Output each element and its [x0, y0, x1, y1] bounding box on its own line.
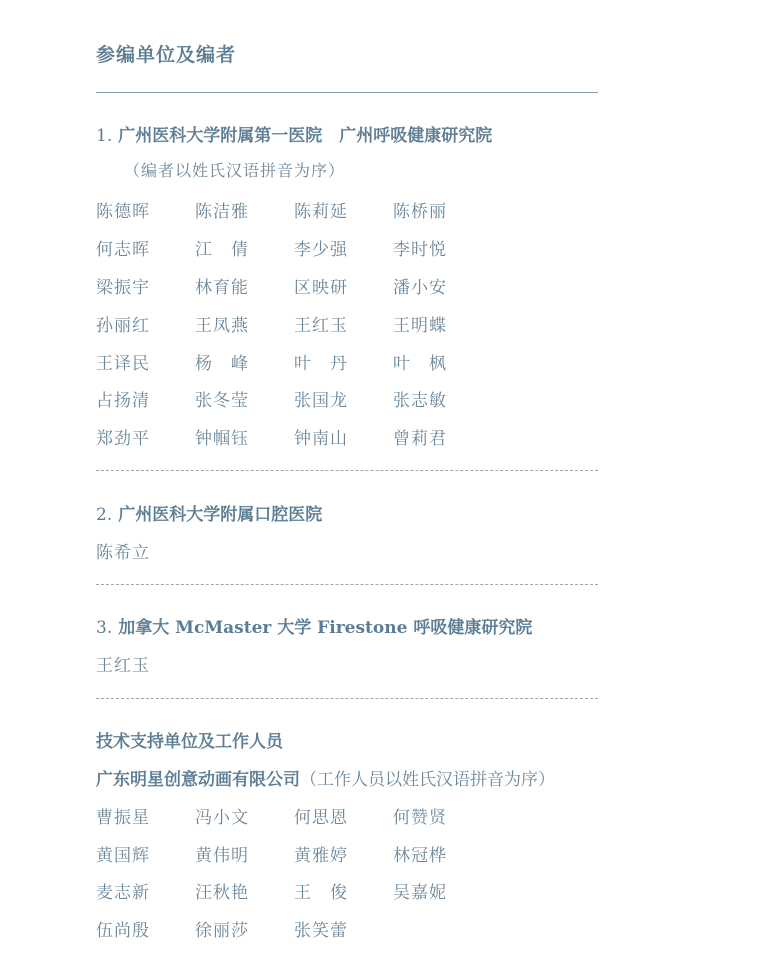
- editor-name: 陈德晖: [96, 202, 150, 222]
- staff-name: 何思恩: [294, 808, 348, 828]
- editor-name: 何志晖: [96, 240, 150, 260]
- company-name: 广东明星创意动画有限公司: [96, 770, 300, 790]
- editor-name: 陈莉延: [294, 202, 348, 222]
- editor-name: 孙丽红: [96, 316, 150, 336]
- editor-name: 区映研: [294, 278, 348, 298]
- staff-name: 黄国辉: [96, 846, 150, 866]
- staff-name: 林冠桦: [393, 846, 447, 866]
- editor-name: 林育能: [195, 278, 249, 298]
- section-divider: [96, 584, 598, 585]
- section-name: 广州医科大学附属口腔医院: [118, 505, 323, 525]
- section-name: 广州医科大学附属第一医院 广州呼吸健康研究院: [118, 126, 493, 146]
- editor-name: 钟南山: [294, 429, 348, 449]
- staff-name: 吴嘉妮: [393, 883, 447, 903]
- editor-name: 占扬清: [96, 391, 150, 411]
- section-divider: [96, 698, 598, 699]
- staff-name: 曹振星: [96, 808, 150, 828]
- section-divider: [96, 470, 598, 471]
- editor-name: 张志敏: [393, 391, 447, 411]
- editor-name: 张冬莹: [195, 391, 249, 411]
- page-title: 参编单位及编者: [96, 44, 237, 66]
- staff-name: 何赞贤: [393, 808, 447, 828]
- editor-name: 王译民: [96, 354, 150, 374]
- staff-name: 麦志新: [96, 883, 150, 903]
- editor-name: 潘小安: [393, 278, 447, 298]
- title-divider: [96, 92, 598, 93]
- section-name: 加拿大 McMaster 大学 Firestone 呼吸健康研究院: [118, 618, 533, 638]
- staff-name: 伍尚殷: [96, 921, 150, 941]
- staff-name: 黄伟明: [195, 846, 249, 866]
- editor-name: 李时悦: [393, 240, 447, 260]
- editor-name: 陈希立: [96, 543, 150, 563]
- support-company-line: [96, 765, 555, 790]
- staff-name: 汪秋艳: [195, 883, 249, 903]
- editor-name: 陈洁雅: [195, 202, 249, 222]
- editor-name: 叶 枫: [393, 354, 447, 374]
- section-1-note: （编者以姓氏汉语拼音为序）: [124, 161, 346, 180]
- staff-name: 冯小文: [195, 808, 249, 828]
- staff-name: 张笑蕾: [294, 921, 348, 941]
- editor-name: 曾莉君: [393, 429, 447, 449]
- support-heading: 技术支持单位及工作人员: [96, 732, 283, 752]
- editor-name: 张国龙: [294, 391, 348, 411]
- support-note: （工作人员以姓氏汉语拼音为序）: [300, 770, 555, 790]
- section-1-heading: [96, 121, 492, 146]
- editor-name: 王凤燕: [195, 316, 249, 336]
- section-number: 3.: [96, 618, 113, 638]
- staff-name: 王 俊: [294, 883, 348, 903]
- section-3-heading: [96, 613, 532, 638]
- editor-name: 叶 丹: [294, 354, 348, 374]
- editor-name: 钟帼钰: [195, 429, 249, 449]
- staff-name: 徐丽莎: [195, 921, 249, 941]
- editor-name: 王红玉: [96, 656, 150, 676]
- editor-name: 杨 峰: [195, 354, 249, 374]
- editor-name: 王明蝶: [393, 316, 447, 336]
- section-number: 1.: [96, 126, 113, 146]
- editor-name: 江 倩: [195, 240, 249, 260]
- editor-name: 陈桥丽: [393, 202, 447, 222]
- editor-name: 王红玉: [294, 316, 348, 336]
- staff-name: 黄雅婷: [294, 846, 348, 866]
- editor-name: 郑劲平: [96, 429, 150, 449]
- editor-name: 梁振宇: [96, 278, 150, 298]
- section-2-heading: [96, 500, 322, 525]
- editor-name: 李少强: [294, 240, 348, 260]
- section-number: 2.: [96, 505, 113, 525]
